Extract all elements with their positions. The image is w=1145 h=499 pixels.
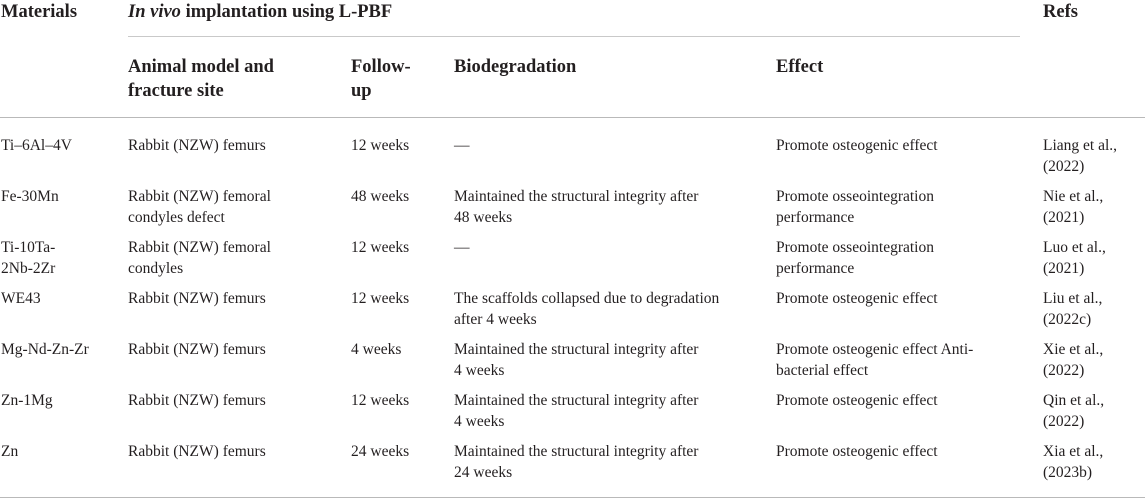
cell-follow-up: 4 weeks: [351, 341, 402, 358]
header-follow-up: [351, 55, 411, 103]
cell-animal-model: Rabbit (NZW) femoral condyles: [128, 239, 271, 277]
header-animal-model-line-1: Animal model and: [128, 57, 274, 77]
cell-biodegradation: The scaffolds collapsed due to degradation after 4 weeks: [454, 290, 720, 328]
cell-biodegradation: —: [454, 239, 470, 256]
cell-follow-up: 24 weeks: [351, 443, 410, 460]
cell-animal-model: Rabbit (NZW) femurs: [128, 137, 266, 154]
cell-biodegradation: Maintained the structural integrity after 24 weeks: [454, 443, 699, 481]
cell-animal-model: Rabbit (NZW) femoral condyles defect: [128, 188, 271, 226]
cell-effect: Promote osseointegration performance: [776, 188, 934, 226]
cell-material: Ti–6Al–4V: [1, 137, 72, 154]
header-group-rest: implantation using L-PBF: [180, 2, 393, 22]
cell-effect: Promote osteogenic effect: [776, 137, 938, 154]
header-group-divider: [128, 36, 1020, 37]
cell-ref: Xie et al., (2022): [1043, 341, 1104, 379]
cell-animal-model: Rabbit (NZW) femurs: [128, 443, 266, 460]
header-animal-model-line-2: fracture site: [128, 81, 224, 101]
cell-biodegradation: Maintained the structural integrity after 48 weeks: [454, 188, 699, 226]
cell-effect: Promote osteogenic effect Anti- bacterial effect: [776, 341, 974, 379]
cell-ref: Xia et al., (2023b): [1043, 443, 1104, 481]
cell-effect: Promote osteogenic effect: [776, 392, 938, 409]
cell-animal-model: Rabbit (NZW) femurs: [128, 392, 266, 409]
cell-material: WE43: [1, 290, 41, 307]
cell-biodegradation: Maintained the structural integrity after 4 weeks: [454, 341, 699, 379]
header-animal-model: [128, 55, 274, 103]
header-group-italic: In vivo: [128, 2, 181, 22]
cell-ref: Qin et al., (2022): [1043, 392, 1105, 430]
cell-follow-up: 48 weeks: [351, 188, 410, 205]
cell-ref: Liang et al., (2022): [1043, 137, 1118, 175]
cell-animal-model: Rabbit (NZW) femurs: [128, 290, 266, 307]
cell-effect: Promote osteogenic effect: [776, 443, 938, 460]
header-materials: Materials: [1, 2, 78, 22]
cell-animal-model: Rabbit (NZW) femurs: [128, 341, 266, 358]
cell-material: Zn: [1, 443, 19, 460]
cell-biodegradation: —: [454, 137, 470, 154]
header-group-title: [128, 0, 392, 24]
cell-follow-up: 12 weeks: [351, 290, 410, 307]
header-follow-up-line-1: Follow-: [351, 57, 411, 77]
cell-material: Mg-Nd-Zn-Zr: [1, 341, 89, 358]
cell-material: Zn-1Mg: [1, 392, 53, 409]
table-bottom-rule: [0, 497, 1145, 498]
header-effect: Effect: [776, 57, 824, 77]
cell-material: Ti-10Ta- 2Nb-2Zr: [1, 239, 56, 277]
cell-follow-up: 12 weeks: [351, 239, 410, 256]
header-biodegradation: Biodegradation: [454, 57, 577, 77]
cell-ref: Liu et al., (2022c): [1043, 290, 1103, 328]
cell-follow-up: 12 weeks: [351, 137, 410, 154]
header-follow-up-line-2: up: [351, 81, 372, 101]
cell-follow-up: 12 weeks: [351, 392, 410, 409]
cell-material: Fe-30Mn: [1, 188, 59, 205]
cell-effect: Promote osteogenic effect: [776, 290, 938, 307]
cell-ref: Luo et al., (2021): [1043, 239, 1106, 277]
header-bottom-rule: [0, 117, 1145, 118]
cell-biodegradation: Maintained the structural integrity after 4 weeks: [454, 392, 699, 430]
cell-ref: Nie et al., (2021): [1043, 188, 1104, 226]
header-refs: Refs: [1043, 2, 1078, 22]
cell-effect: Promote osseointegration performance: [776, 239, 934, 277]
